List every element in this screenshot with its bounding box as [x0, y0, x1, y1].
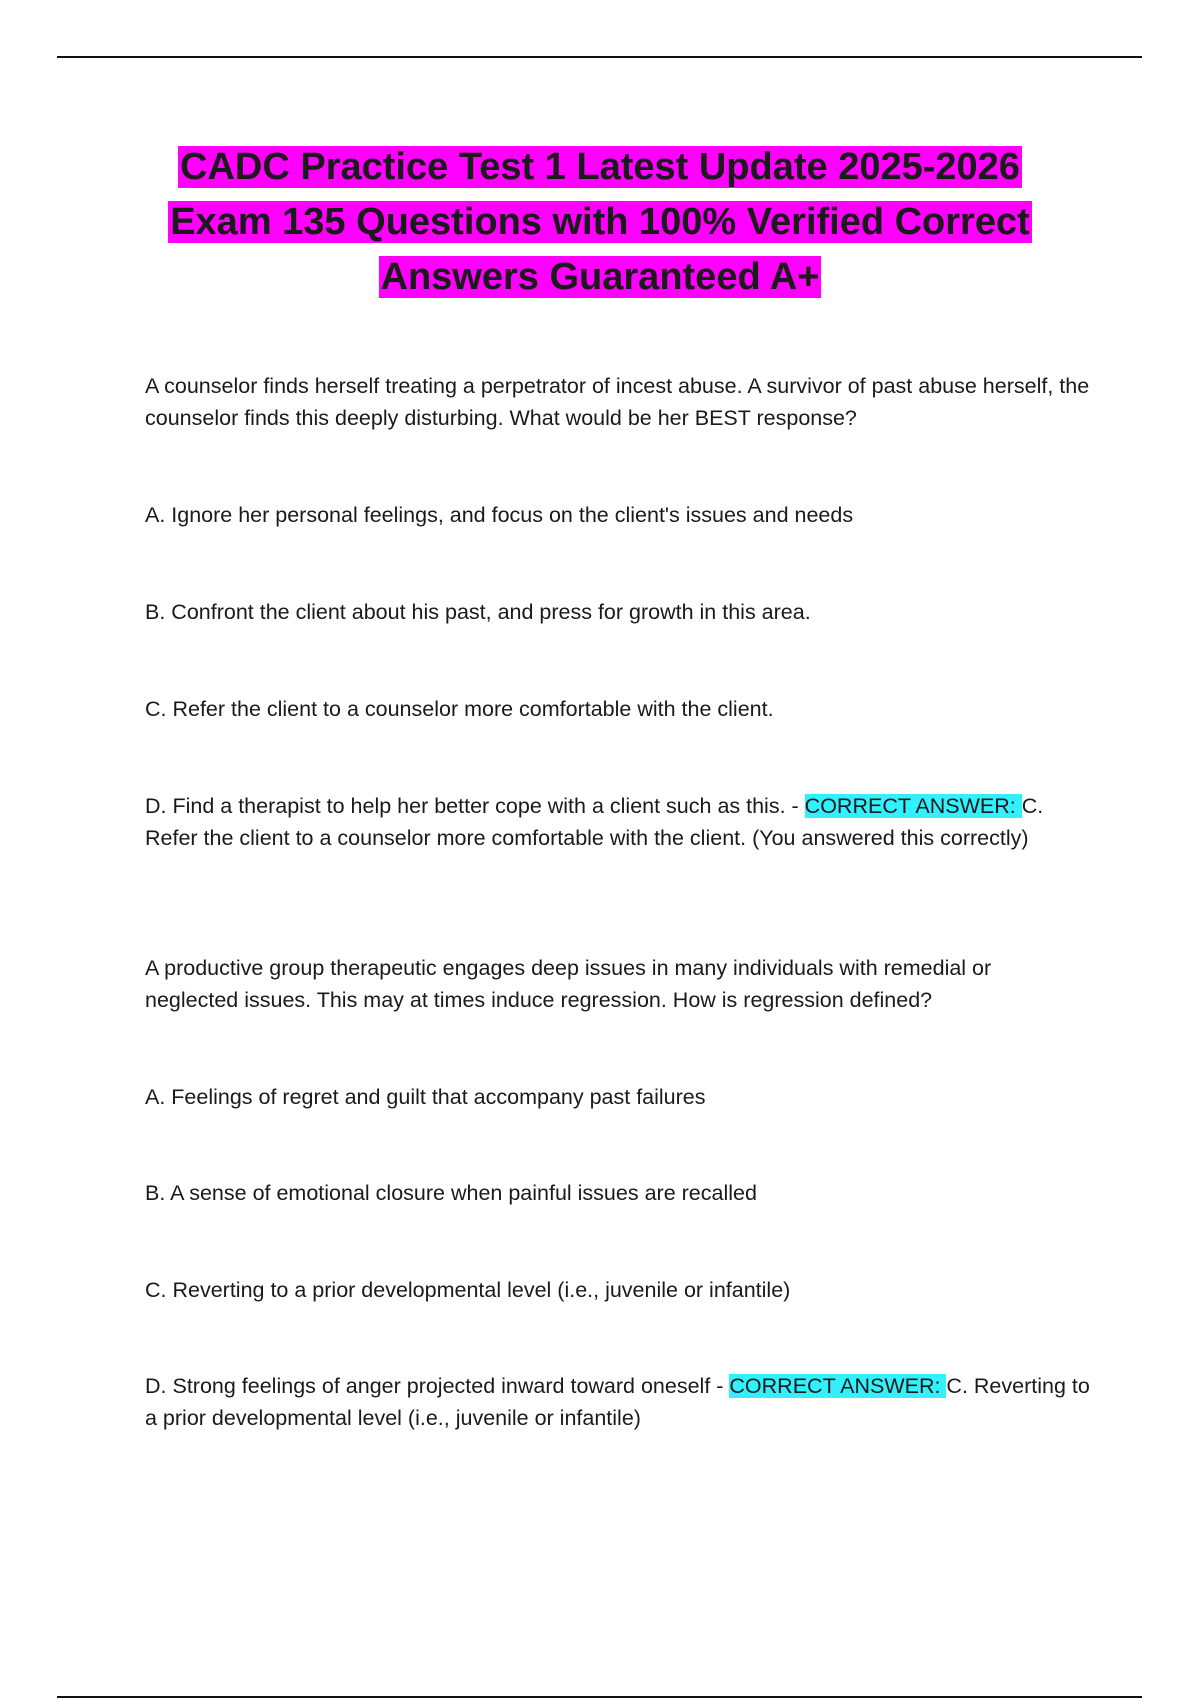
document-title — [100, 140, 1100, 305]
correct-answer-label: CORRECT ANSWER: — [729, 1374, 947, 1398]
bottom-rule — [57, 1696, 1142, 1698]
question-2-option-d: D. Strong feelings of anger projected inward toward oneself - — [145, 1374, 730, 1398]
question-1-answer-text: C. Refer the client to a counselor more comfortable with the client. (You answered this correctly) — [145, 794, 1044, 850]
title-line-1: CADC Practice Test 1 Latest Update 2025-2026 — [180, 146, 1020, 188]
question-1-option-c: C. Refer the client to a counselor more comfortable with the client. — [145, 697, 774, 721]
question-1-option-d: D. Find a therapist to help her better cope with a client such as this. - — [145, 794, 805, 818]
question-2-option-c: C. Reverting to a prior developmental level (i.e., juvenile or infantile) — [145, 1278, 791, 1302]
question-1-option-b: B. Confront the client about his past, and press for growth in this area. — [145, 600, 811, 624]
question-1-answer-block — [145, 790, 1090, 854]
title-line-3: Answers Guaranteed A+ — [380, 256, 820, 298]
correct-answer-label: CORRECT ANSWER: — [804, 794, 1022, 818]
top-rule — [57, 56, 1142, 58]
question-2-prompt: A productive group therapeutic engages deep issues in many individuals with remedial or neglected issues. This may at times induce regression. How is regression defined? — [145, 956, 992, 1012]
question-2-answer-block — [145, 1370, 1090, 1434]
question-2-answer-text: C. Reverting to a prior developmental level (i.e., juvenile or infantile) — [145, 1374, 1090, 1430]
question-1-prompt: A counselor finds herself treating a perpetrator of incest abuse. A survivor of past abuse herself, the counselor finds this deeply disturbing. What would be her BEST response? — [145, 374, 1090, 430]
question-2-option-b: B. A sense of emotional closure when painful issues are recalled — [145, 1181, 757, 1205]
title-line-2: Exam 135 Questions with 100% Verified Correct — [170, 201, 1030, 243]
question-2-option-a: A. Feelings of regret and guilt that accompany past failures — [145, 1085, 706, 1109]
question-1-option-a: A. Ignore her personal feelings, and focus on the client's issues and needs — [145, 503, 854, 527]
